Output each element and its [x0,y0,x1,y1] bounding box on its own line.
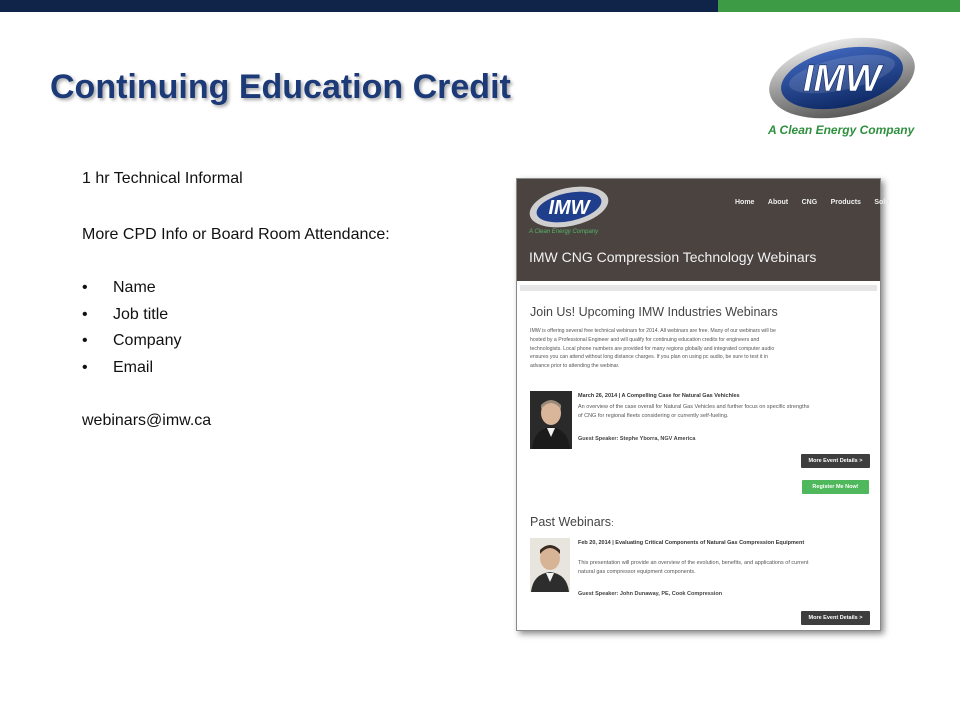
top-accent-bar [0,0,960,12]
more-info-text: More CPD Info or Board Room Attendance: [82,226,390,243]
attendance-info-list [82,278,181,384]
list-item [82,331,181,358]
list-item-label: Name [113,279,156,296]
more-event-details-button[interactable]: More Event Details > [801,611,870,625]
intro-line: IMW is offering several free technical webinars for 2014. All webinars are free. Many of our webinars will be [530,328,776,334]
webinar-page-header [517,179,890,281]
intro-line: advance prior to attending the webinar. [530,363,620,370]
content-divider [520,285,877,291]
small-logo-tagline: A Clean Energy Company [529,229,599,235]
past-event-title[interactable]: Feb 20, 2014 | Evaluating Critical Components of Natural Gas Compression Equipment [578,540,805,546]
intro-line: ensures you can attend without long distance charges. If you plan on using pc audio, be sure to test it in [530,354,768,361]
intro-line: technologists. Local phone numbers are provided for many regions globally and integrated computer audio [530,345,775,352]
list-item [82,278,181,305]
logo-tagline: A Clean Energy Company [768,123,915,137]
imw-logo-small [527,185,612,235]
webinars-intro-text [530,327,870,371]
more-event-details-button[interactable]: More Event Details > [801,454,870,468]
imw-logo-mark: IMW [802,58,882,100]
upcoming-event-title[interactable]: March 26, 2014 | A Compelling Case for Natural Gas Vehichles [578,393,740,399]
past-webinars-heading-text: Past Webinars [530,515,612,529]
list-item-label: Job title [113,305,169,323]
past-webinars-heading [530,515,614,529]
past-event-description [578,559,809,577]
speaker-photo [530,538,570,592]
description-line: This presentation will provide an overview of the evolution, benefits, and applications of current [578,560,809,566]
slide-title: Continuing Education Credit [50,68,511,106]
past-event-guest: Guest Speaker: John Dunaway, PE, Cook Compression [578,591,723,597]
list-item-label: Company [113,332,182,349]
webinars-page-title: IMW CNG Compression Technology Webinars [529,249,817,265]
bullet-icon: • [82,358,88,376]
list-item [82,358,181,385]
nav-item-home[interactable]: Home [735,199,755,206]
credit-format-text: 1 hr Technical Informal [82,170,243,187]
nav-item-products[interactable]: Products [830,199,861,206]
upcoming-webinars-heading: Join Us! Upcoming IMW Industries Webinars [530,305,778,319]
top-bar-navy-segment [0,0,718,12]
top-bar-green-segment [718,0,960,12]
description-line: of CNG for regional fleets considering or currently self-fueling. [578,413,729,419]
webinar-page-body [517,281,880,630]
past-webinars-heading-colon: : [611,518,614,528]
description-line: An overview of the case overall for Natural Gas Vehicles and further focus on specific strengths [578,404,810,410]
webinar-page-screenshot [516,178,890,631]
register-me-now-button[interactable]: Register Me Now! [802,480,869,494]
upcoming-event-description [578,403,809,421]
imw-logo-small-mark: IMW [548,197,590,219]
nav-item-cng[interactable]: CNG [801,199,818,206]
bullet-icon: • [82,332,88,349]
nav-item-about[interactable]: About [767,199,789,206]
contact-email: webinars@imw.ca [82,412,212,429]
list-item [82,305,181,332]
list-item-label: Email [113,358,154,376]
intro-line: hosted by a Professional Engineer and will qualify for continuing education credits for engineers and [530,336,760,343]
bullet-icon: • [82,305,88,323]
bullet-icon: • [82,279,88,296]
site-nav [735,191,899,209]
nav-item-solutions[interactable]: Solu [874,199,890,206]
upcoming-event-guest: Guest Speaker: Stephe Yborra, NGV America [578,436,696,442]
description-line: natural gas compressor equipment components. [578,569,696,575]
speaker-photo [530,391,572,449]
